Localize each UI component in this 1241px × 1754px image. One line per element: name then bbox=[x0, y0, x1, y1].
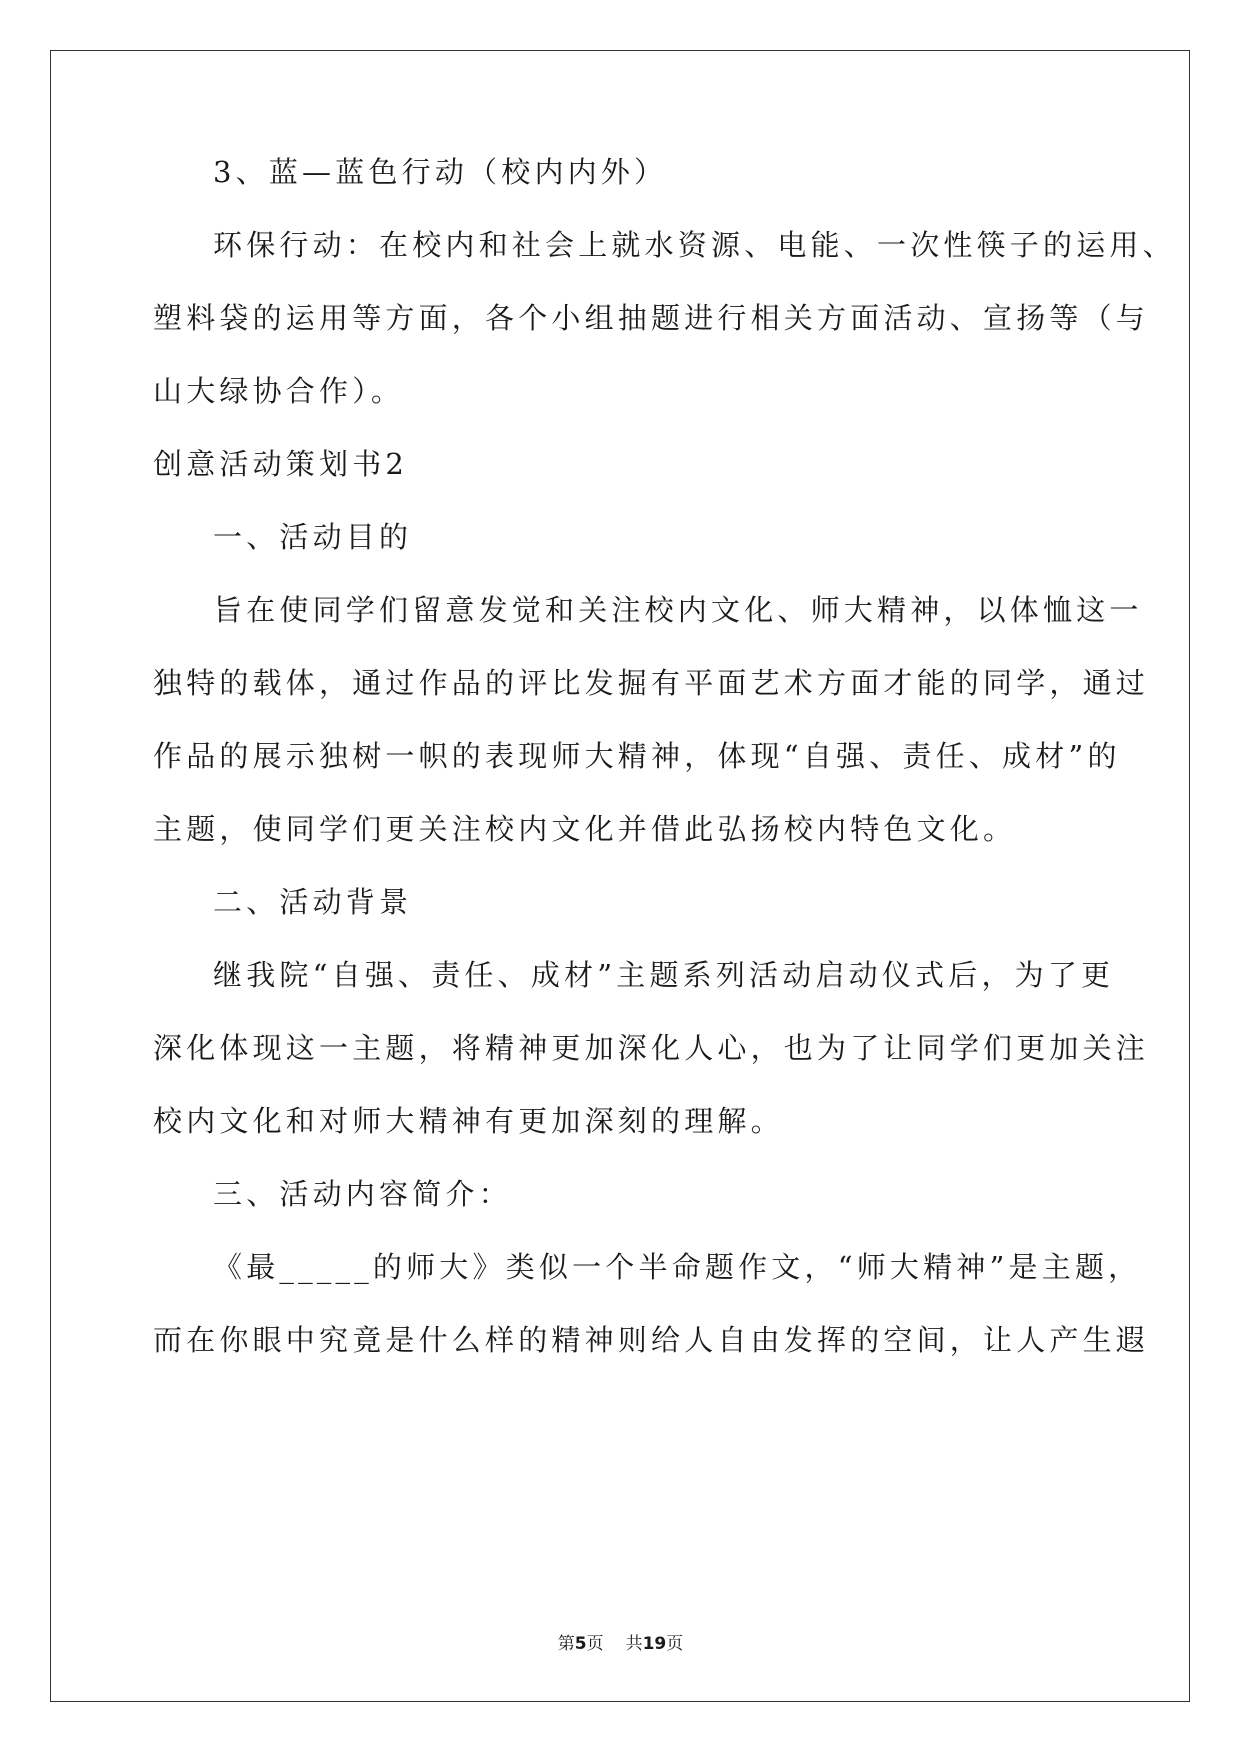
list-item-blue-action: 3、蓝—蓝色行动（校内内外） bbox=[213, 155, 668, 189]
paragraph-line: 主题，使同学们更关注校内文化并借此弘扬校内特色文化。 bbox=[153, 812, 1017, 846]
heading-activity-purpose: 一、活动目的 bbox=[213, 520, 413, 554]
paragraph-line: 山大绿协合作）。 bbox=[153, 374, 405, 408]
section-title: 创意活动策划书2 bbox=[153, 447, 409, 481]
paragraph-line: 塑料袋的运用等方面，各个小组抽题进行相关方面活动、宣扬等（与 bbox=[153, 301, 1150, 335]
paragraph-line: 而在你眼中究竟是什么样的精神则给人自由发挥的空间，让人产生遐 bbox=[153, 1323, 1150, 1357]
total-prefix: 共 bbox=[625, 1634, 643, 1654]
heading-activity-content: 三、活动内容简介： bbox=[213, 1177, 512, 1211]
paragraph-line: 作品的展示独树一帜的表现师大精神，体现“自强、责任、成材”的 bbox=[153, 739, 1121, 773]
page-number: 5 bbox=[574, 1634, 587, 1654]
heading-activity-background: 二、活动背景 bbox=[213, 885, 413, 919]
paragraph-line: 继我院“自强、责任、成材”主题系列活动启动仪式后，为了更 bbox=[213, 958, 1115, 992]
paragraph-line: 校内文化和对师大精神有更加深刻的理解。 bbox=[153, 1104, 784, 1138]
page-prefix: 第 bbox=[557, 1634, 575, 1654]
page-suffix: 页 bbox=[586, 1634, 604, 1654]
paragraph-line: 环保行动：在校内和社会上就水资源、电能、一次性筷子的运用、 bbox=[213, 228, 1176, 262]
paragraph-line: 独特的载体，通过作品的评比发掘有平面艺术方面才能的同学，通过 bbox=[153, 666, 1150, 700]
page-footer bbox=[0, 1632, 1241, 1656]
paragraph-line: 深化体现这一主题，将精神更加深化人心，也为了让同学们更加关注 bbox=[153, 1031, 1150, 1065]
paragraph-line: 《最_____的师大》类似一个半命题作文，“师大精神”是主题， bbox=[213, 1250, 1142, 1284]
page-total: 19 bbox=[642, 1634, 667, 1654]
total-suffix: 页 bbox=[666, 1634, 684, 1654]
paragraph-line: 旨在使同学们留意发觉和关注校内文化、师大精神，以体恤这一 bbox=[213, 593, 1143, 627]
